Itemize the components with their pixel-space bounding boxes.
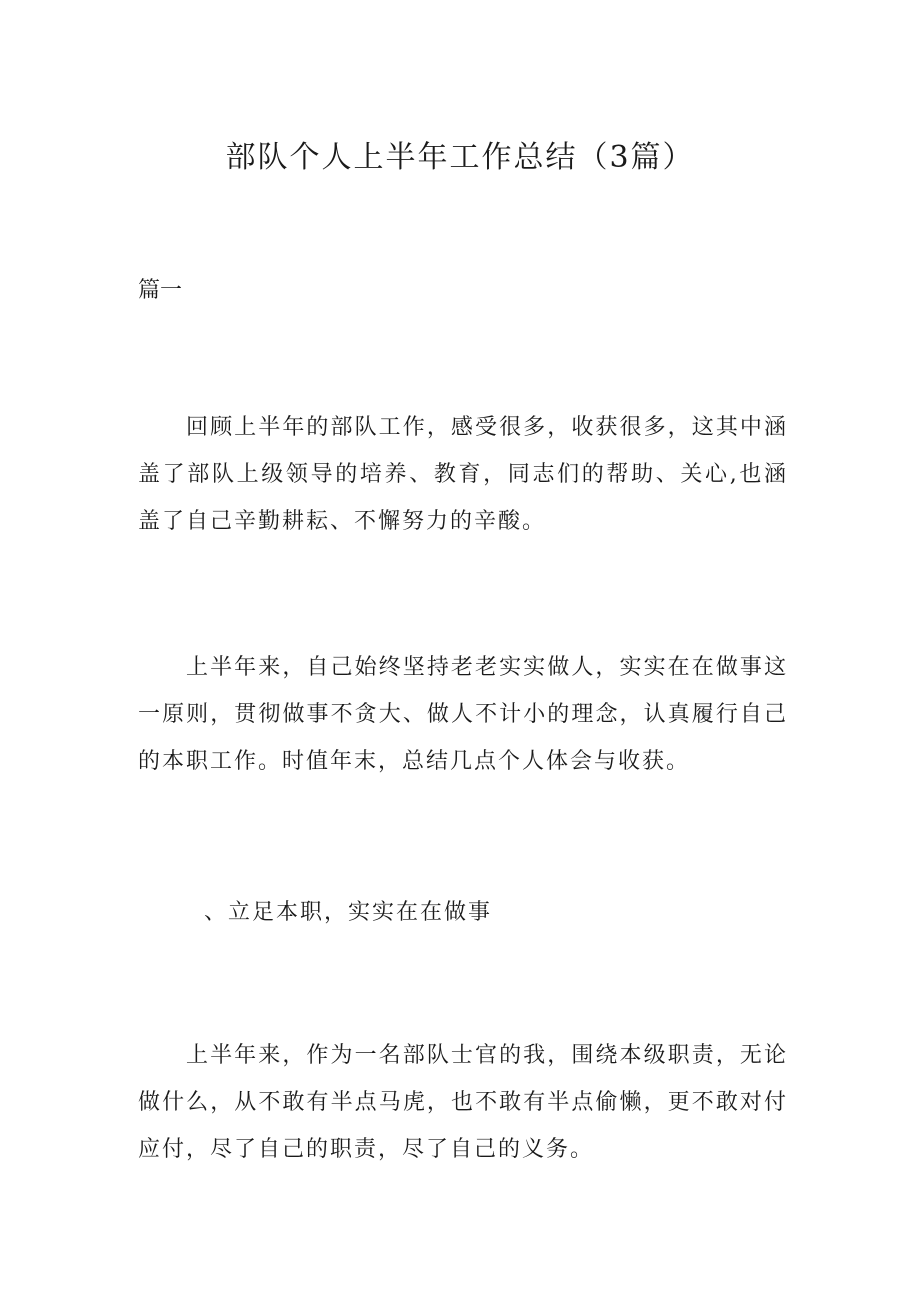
paragraph-1: 回顾上半年的部队工作，感受很多，收获很多，这其中涵盖了部队上级领导的培养、教育，同志们的帮助、关心,也涵盖了自己辛勤耕耘、不懈努力的辛酸。 <box>138 415 788 534</box>
section-label: 篇一 <box>138 278 183 303</box>
subheading: 、立足本职，实实在在做事 <box>204 900 493 925</box>
document-title: 部队个人上半年工作总结（3篇） <box>225 140 695 175</box>
paragraph-2: 上半年来，自己始终坚持老老实实做人，实实在在做事这一原则，贯彻做事不贪大、做人不计小的理念，认真履行自己的本职工作。时值年末，总结几点个人体会与收获。 <box>138 655 788 774</box>
paragraph-3: 上半年来，作为一名部队士官的我，围绕本级职责，无论做什么，从不敢有半点马虎，也不敢有半点偷懒，更不敢对付应付，尽了自己的职责，尽了自己的义务。 <box>138 1043 788 1162</box>
